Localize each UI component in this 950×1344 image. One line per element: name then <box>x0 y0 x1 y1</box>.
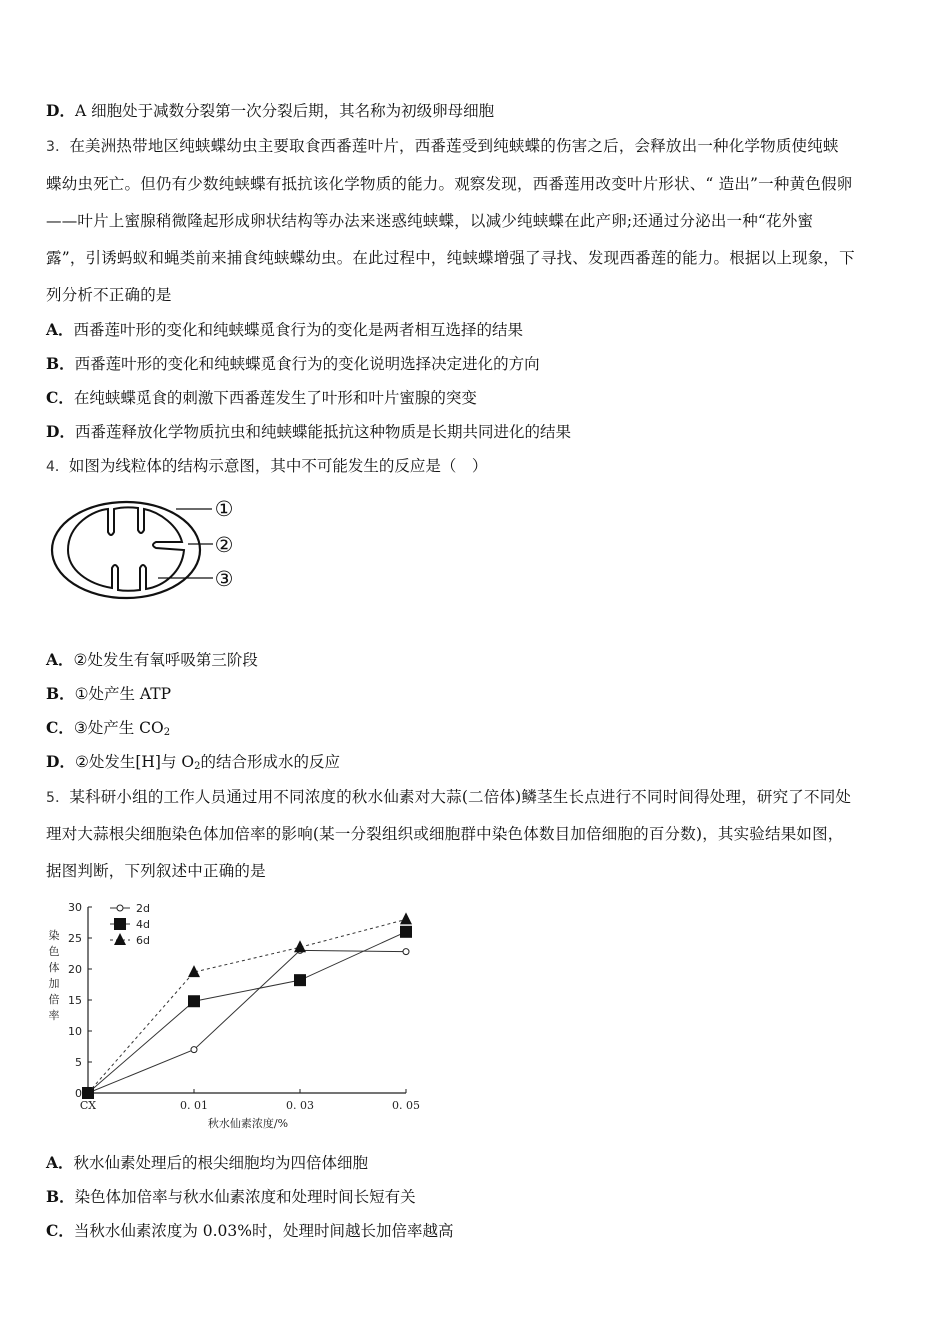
q5-stem-line-1 <box>46 787 906 808</box>
series-line-4d <box>88 932 406 1093</box>
question-number: 5． <box>46 790 70 806</box>
option-text: 西番莲叶形的变化和纯蛱蝶觅食行为的变化是两者相互选择的结果 <box>73 321 524 339</box>
q3-stem-line-1 <box>46 136 906 157</box>
data-point-6d <box>294 940 306 952</box>
x-axis-label: 秋水仙素浓度/% <box>207 1117 289 1130</box>
q3-stem-line-4: 露”，引诱蚂蚁和蝇类前来捕食纯蛱蝶幼虫。在此过程中，纯蛱蝶增强了寻找、发现西番莲的能力。根据以上现象，下 <box>46 249 855 267</box>
chromosome-doubling-chart <box>40 893 430 1138</box>
option-letter: B． <box>46 1187 75 1206</box>
option-text-tail: 的结合形成水的反应 <box>200 753 340 771</box>
legend-marker-6d <box>114 933 126 945</box>
question-number: 4． <box>46 459 69 475</box>
subscript: 2 <box>163 727 171 738</box>
legend-label-4d: 4d <box>136 918 150 931</box>
data-point-2d <box>403 949 409 955</box>
series-line-2d <box>88 950 406 1093</box>
q3-option-d[interactable] <box>46 422 571 442</box>
data-point-4d <box>294 974 306 986</box>
option-letter: A． <box>46 1153 74 1172</box>
chart-series <box>82 912 412 1099</box>
option-text: 当秋水仙素浓度为 0.03%时，处理时间越长加倍率越高 <box>73 1222 454 1240</box>
y-tick-label: 5 <box>75 1056 82 1069</box>
legend-marker-4d <box>114 918 126 930</box>
y-tick-label: 30 <box>68 901 82 914</box>
q3-stem-line-5: 列分析不正确的是 <box>46 286 172 304</box>
q3-stem-line-2: 蝶幼虫死亡。但仍有少数纯蛱蝶有抵抗该化学物质的能力。观察发现，西番莲用改变叶片形状、“ 造出”一种黄色假卵 <box>46 175 853 193</box>
y-tick-label: 15 <box>68 994 82 1007</box>
mitochondrion-diagram <box>48 492 248 602</box>
y-label-char: 加 <box>48 977 60 990</box>
y-tick-label: 20 <box>68 963 82 976</box>
option-text: ③处产生 CO <box>73 719 164 737</box>
x-tick-label: 0. 05 <box>392 1099 420 1112</box>
q4-option-a[interactable] <box>46 650 258 670</box>
data-point-2d <box>191 1047 197 1053</box>
chart-legend <box>110 902 150 947</box>
option-text: A 细胞处于减数分裂第一次分裂后期，其名称为初级卵母细胞 <box>74 102 495 120</box>
q5-stem-line-3: 据图判断，下列叙述中正确的是 <box>46 862 266 880</box>
y-tick-label: 10 <box>68 1025 82 1038</box>
data-point-6d <box>400 912 412 924</box>
y-label-char: 率 <box>48 1009 60 1022</box>
x-tick-label: 0. 03 <box>286 1099 314 1112</box>
option-text: 西番莲叶形的变化和纯蛱蝶觅食行为的变化说明选择决定进化的方向 <box>74 355 540 373</box>
option-letter: B． <box>46 354 75 373</box>
option-letter: D． <box>46 752 75 771</box>
option-text: 染色体加倍率与秋水仙素浓度和处理时间长短有关 <box>74 1188 416 1206</box>
legend-label-6d: 6d <box>136 934 150 947</box>
y-label-char: 体 <box>48 961 60 974</box>
option-text: ①处产生 ATP <box>74 685 172 703</box>
option-text: 在纯蛱蝶觅食的刺激下西番莲发生了叶形和叶片蜜腺的突变 <box>73 389 477 407</box>
option-letter: A． <box>46 650 74 669</box>
option-text: 西番莲释放化学物质抗虫和纯蛱蝶能抵抗这种物质是长期共同进化的结果 <box>74 423 571 441</box>
q4-stem-text: 如图为线粒体的结构示意图，其中不可能发生的反应是（ ） <box>68 457 488 475</box>
q2-option-d <box>46 101 494 121</box>
data-point-4d <box>188 995 200 1007</box>
x-tick-label: CX <box>79 1099 97 1112</box>
q4-option-d[interactable] <box>46 752 340 777</box>
data-point-4d <box>400 926 412 938</box>
q5-stem-line-2: 理对大蒜根尖细胞染色体加倍率的影响(某一分裂组织或细胞群中染色体数目加倍细胞的百分数)，其实验结果如图， <box>46 825 844 843</box>
subscript: 2 <box>194 761 201 772</box>
y-label-char: 染 <box>48 929 60 942</box>
option-text: 秋水仙素处理后的根尖细胞均为四倍体细胞 <box>73 1154 369 1172</box>
x-tick-label: 0. 01 <box>180 1099 208 1112</box>
label-2: ② <box>214 533 234 557</box>
q3-option-b[interactable] <box>46 354 540 374</box>
q3-stem-line-3: ——叶片上蜜腺稍微隆起形成卵状结构等办法来迷惑纯蛱蝶，以减少纯蛱蝶在此产卵;还通过分泌出一种“花外蜜 <box>46 212 814 230</box>
option-letter: D． <box>46 101 75 120</box>
y-label-char: 倍 <box>48 993 60 1006</box>
option-letter: A． <box>46 320 74 339</box>
option-letter: C． <box>46 718 74 737</box>
y-tick-label: 25 <box>68 932 82 945</box>
option-letter: C． <box>46 388 74 407</box>
legend-label-2d: 2d <box>136 902 150 915</box>
q3-option-c[interactable] <box>46 388 477 408</box>
option-letter: B． <box>46 684 75 703</box>
label-1: ① <box>214 497 234 521</box>
y-axis-label <box>49 928 60 1022</box>
q4-option-c[interactable] <box>46 718 170 743</box>
q4-stem <box>46 456 487 477</box>
y-tick-label: 0 <box>75 1087 82 1100</box>
data-point-6d <box>188 965 200 977</box>
option-letter: D． <box>46 422 75 441</box>
q3-stem-text: 在美洲热带地区纯蛱蝶幼虫主要取食西番莲叶片，西番莲受到纯蛱蝶的伤害之后，会释放出一种化学物质使纯蛱 <box>69 137 839 155</box>
q5-option-c[interactable] <box>46 1221 454 1241</box>
option-text: ②处发生[H]与 O <box>74 753 195 771</box>
label-3: ③ <box>214 567 234 591</box>
q5-stem-text: 某科研小组的工作人员通过用不同浓度的秋水仙素对大蒜(二倍体)鳞茎生长点进行不同时间得处理，研究了不同处 <box>69 788 852 806</box>
q3-option-a[interactable] <box>46 320 523 340</box>
q5-option-b[interactable] <box>46 1187 416 1207</box>
y-label-char: 色 <box>48 945 60 958</box>
q5-option-a[interactable] <box>46 1153 368 1173</box>
option-text: ②处发生有氧呼吸第三阶段 <box>73 651 258 669</box>
q4-option-b[interactable] <box>46 684 171 704</box>
legend-marker-2d <box>117 905 123 911</box>
question-number: 3． <box>46 139 70 155</box>
option-letter: C． <box>46 1221 74 1240</box>
